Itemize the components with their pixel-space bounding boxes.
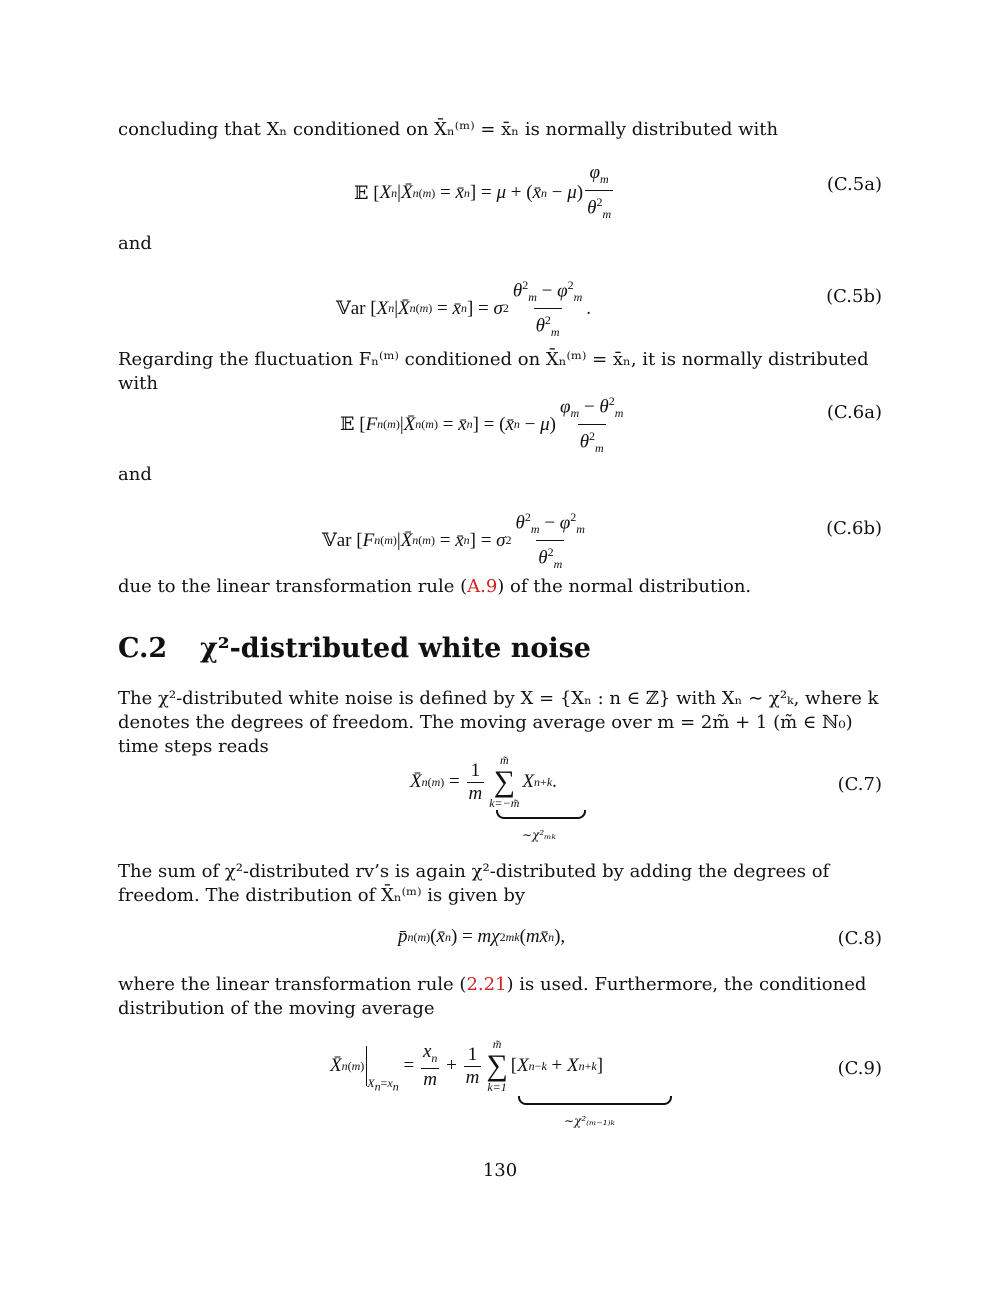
equation-label: (C.8): [837, 928, 882, 949]
equation-label: (C.5b): [826, 286, 882, 307]
equation-label: (C.7): [837, 774, 882, 795]
equation-c5a: 𝔼 [ X n | X̄ n (m) = x̄ n ] = μ + ( x̄ n − μ ) $\frac{\varphi_m}{\theta^2_m}$ (C.5a): [118, 162, 882, 222]
paragraph-and-2: and: [118, 464, 152, 485]
equation-label: (C.5a): [826, 174, 882, 195]
equation-c8: p̄ n (m) ( x̄ n ) = m χ 2 mk ( m x̄ n ), (C.8): [398, 926, 882, 949]
paragraph-sum: The sum of χ²-distributed rv’s is again χ²-distributed by adding the degrees of freedom. The distribution of X̄ₙ⁽ᵐ⁾ is given by: [118, 861, 830, 906]
equation-c6b: 𝕍ar [ F n (m) | X̄ n (m) = x̄ n ] = σ 2 $\frac{\theta^2_m - \varphi^2_m}{\theta^2_m}$ (C.6b): [118, 506, 882, 566]
reference-link-a9[interactable]: A.9: [467, 576, 498, 597]
paragraph-fluctuation: Regarding the fluctuation Fₙ⁽ᵐ⁾ conditioned on X̄ₙ⁽ᵐ⁾ = x̄ₙ, it is normally distributed with: [118, 349, 869, 394]
equation-label: (C.6a): [826, 402, 882, 423]
equation-label: (C.9): [837, 1058, 882, 1079]
section-heading: [118, 633, 591, 664]
equation-c6a: 𝔼 [ F n (m) | X̄ n (m) = x̄ n ] = ( x̄ n − μ ) $\frac{\varphi_m - \theta^2_m}{\theta^2_m}$ (C.6a): [118, 390, 882, 450]
underbrace: [518, 1096, 672, 1105]
underbrace-label: ∼χ²₍ₘ₋₁₎ₖ: [564, 1114, 615, 1128]
paragraph-transformation: where the linear transformation rule (2.21) is used. Furthermore, the conditioned distribution of the moving average: [118, 974, 867, 1019]
section-number: C.2: [118, 633, 168, 664]
paragraph-linear-rule: due to the linear transformation rule (A.9) of the normal distribution.: [118, 576, 752, 597]
paragraph-conditioning: concluding that Xₙ conditioned on X̄ₙ⁽ᵐ⁾ = x̄ₙ is normally distributed with: [118, 119, 779, 140]
underbrace: [496, 810, 586, 819]
paragraph-and: and: [118, 233, 152, 254]
page-number: 130: [482, 1160, 518, 1181]
equation-c7: X̄ n (m) = $\frac{1}{m}$ m̃ ∑ k=−m̃ X n+k . ∼χ²ₘₖ (C.7): [410, 753, 882, 842]
equation-c5b: 𝕍ar [ X n | X̄ n (m) = x̄ n ] = σ 2 $\frac{\theta^2_m - \varphi^2_m}{\theta^2_m}$ . (C.5b): [118, 274, 882, 334]
paragraph-definition: The χ²-distributed white noise is defined by X = {Xₙ : n ∈ ℤ} with Xₙ ∼ χ²ₖ, where k denotes the degrees of freedom. The moving average over m = 2m̃ + 1 (m̃ ∈ ℕ₀) time steps reads: [118, 688, 879, 757]
equation-label: (C.6b): [826, 518, 882, 539]
underbrace-label: ∼χ²ₘₖ: [522, 828, 556, 842]
reference-link-2-21[interactable]: 2.21: [466, 974, 507, 995]
equation-c9: X̄ n (m) $_{X_n =x_n}$ = $\frac{x_n}{m}$ + $\frac{1}{m}$ m̃ ∑ k=1 [ X n−k + X n+k ] ∼χ²₍ₘ₋₁₎ₖ (C.9): [330, 1037, 882, 1128]
section-title: χ²-distributed white noise: [200, 633, 591, 664]
